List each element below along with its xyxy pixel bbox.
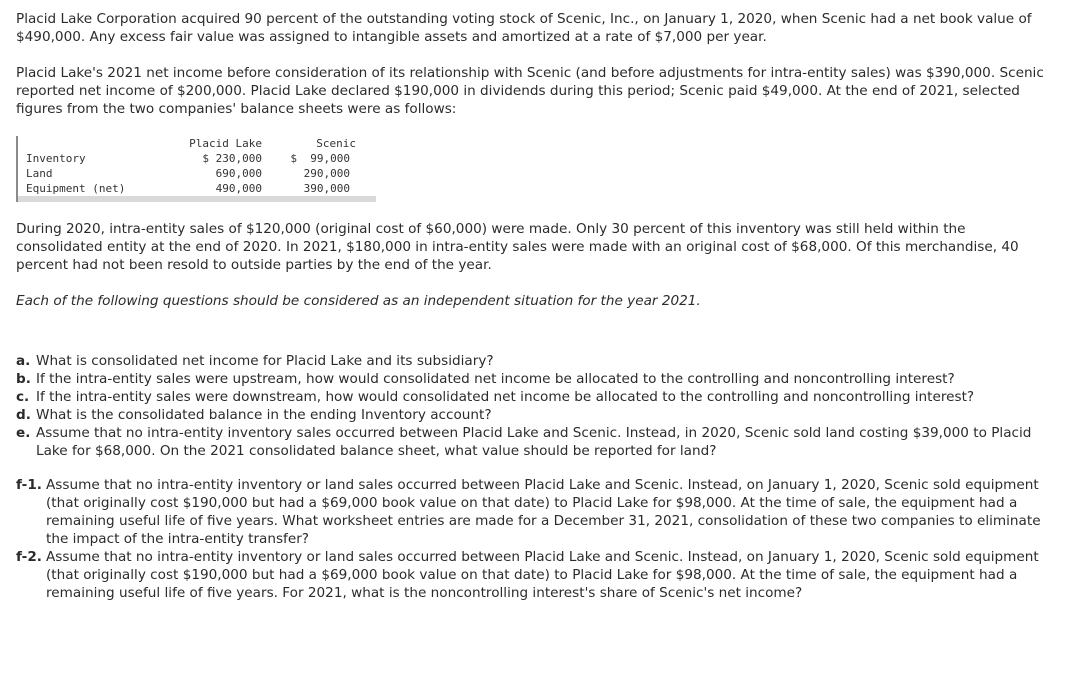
question-text: Assume that no intra-entity inventory or land sales occurred between Placid Lake and Scenic. Instead, on January 1, 2020, Scenic sold equipment (that originally cost $190,000 but had a $69,000 book value on that date) to Placid Lake for $98,000. At the time of sale, the equipment had a remaining useful life of five years. For 2021, what is the noncontrolling interest's share of Scenic's net income?: [46, 549, 1039, 601]
scenic-value: 290,000: [303, 167, 350, 180]
header-scenic: Scenic: [316, 137, 356, 150]
question-text: Assume that no intra-entity inventory sales occurred between Placid Lake and Scenic. Instead, in 2020, Scenic sold land costing $39,000 to Placid Lake for $68,000. On the 2021 consolidated balance sheet, what value should be reported for land?: [36, 425, 1032, 459]
question-f1: [16, 476, 1056, 548]
table-row: [26, 181, 356, 196]
question-label: f-2.: [16, 549, 42, 565]
question-text: Assume that no intra-entity inventory or land sales occurred between Placid Lake and Scenic. Instead, on January 1, 2020, Scenic sold equipment (that originally cost $190,000 but had a $69,000 book value on that date) to Placid Lake for $98,000. At the time of sale, the equipment had a remaining useful life of five years. What worksheet entries are made for a December 31, 2021, consolidation of these two companies to eliminate the impact of the intra-entity transfer?: [46, 477, 1041, 547]
row-label: Inventory: [26, 152, 86, 165]
header-placid-lake: Placid Lake: [189, 137, 262, 150]
question-label: a.: [16, 353, 31, 369]
question-b: [16, 370, 1056, 388]
placid-value: $ 230,000: [202, 152, 262, 165]
scenic-value: $ 99,000: [290, 152, 350, 165]
sales-paragraph: During 2020, intra-entity sales of $120,000 (original cost of $60,000) were made. Only 30 percent of this inventory was still held within the consolidated entity at the end of 2020. In 2021, $180,000 in intra-entity sales were made with an original cost of $68,000. Of this merchandise, 40 percent had not been resold to outside parties by the end of the year.: [16, 221, 1019, 273]
row-label: Equipment (net): [26, 182, 126, 195]
question-text: What is consolidated net income for Placid Lake and its subsidiary?: [36, 353, 494, 369]
problem-page: [16, 10, 1056, 602]
question-f2: [16, 548, 1056, 602]
row-label: Land: [26, 167, 53, 180]
placid-value: 490,000: [215, 182, 262, 195]
question-e: [16, 424, 1056, 460]
table-row: [26, 166, 356, 181]
question-label: d.: [16, 407, 31, 423]
question-label: f-1.: [16, 477, 42, 493]
question-label: e.: [16, 425, 31, 441]
question-text: What is the consolidated balance in the ending Inventory account?: [36, 407, 492, 423]
scenic-value: 390,000: [303, 182, 350, 195]
question-label: b.: [16, 371, 31, 387]
placid-value: 690,000: [215, 167, 262, 180]
question-c: [16, 388, 1056, 406]
table-row: [26, 151, 356, 166]
question-text: If the intra-entity sales were upstream, how would consolidated net income be allocated to the controlling and noncontrolling interest?: [36, 371, 955, 387]
question-d: [16, 406, 1056, 424]
question-label: c.: [16, 389, 30, 405]
income-paragraph: Placid Lake's 2021 net income before consideration of its relationship with Scenic (and before adjustments for intra-entity sales) was $390,000. Scenic reported net income of $200,000. Placid Lake declared $190,000 in dividends during this period; Scenic paid $49,000. At the end of 2021, selected figures from the two companies' balance sheets were as follows:: [16, 65, 1044, 117]
question-list: [16, 352, 1056, 602]
balance-sheet-table: [16, 136, 376, 202]
question-text: If the intra-entity sales were downstream, how would consolidated net income be allocated to the controlling and noncontrolling interest?: [36, 389, 975, 405]
intro-paragraph: Placid Lake Corporation acquired 90 percent of the outstanding voting stock of Scenic, Inc., on January 1, 2020, when Scenic had a net book value of $490,000. Any excess fair value was assigned to intangible assets and amortized at a rate of $7,000 per year.: [16, 11, 1032, 45]
question-a: [16, 352, 1056, 370]
instruction-note: Each of the following questions should be considered as an independent situation for the year 2021.: [16, 293, 701, 309]
